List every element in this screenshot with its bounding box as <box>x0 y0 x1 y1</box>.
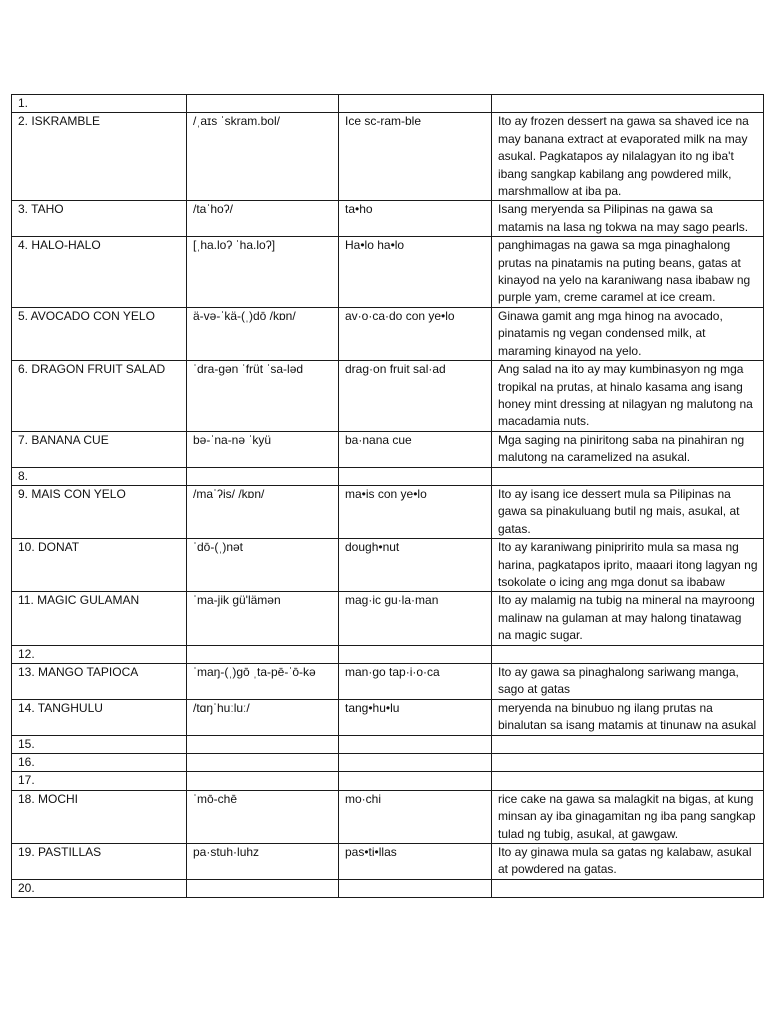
table-row <box>12 431 764 467</box>
term-cell: 1. <box>12 95 187 113</box>
pronunciation-cell <box>187 467 339 485</box>
table-row <box>12 307 764 360</box>
pronunciation-cell: ˈdō-(ˌ)nət <box>187 539 339 592</box>
term-cell: 20. <box>12 879 187 897</box>
definition-cell: rice cake na gawa sa malagkit na bigas, at kung minsan ay iba ginagamitan ng iba pang sangkap tulad ng tubig, asukal, at gawgaw. <box>492 790 764 843</box>
term-cell: 7. BANANA CUE <box>12 431 187 467</box>
table-row <box>12 879 764 897</box>
term-cell: 19. PASTILLAS <box>12 844 187 880</box>
table-row <box>12 844 764 880</box>
definition-cell <box>492 879 764 897</box>
pronunciation-cell: /ˌaɪs ˈskram.bol/ <box>187 113 339 201</box>
definition-cell: Ginawa gamit ang mga hinog na avocado, pinatamis ng vegan condensed milk, at maraming kinayod na yelo. <box>492 307 764 360</box>
syllabication-cell: Ice sc-ram-ble <box>339 113 492 201</box>
syllabication-cell <box>339 879 492 897</box>
term-cell: 12. <box>12 645 187 663</box>
syllabication-cell <box>339 772 492 790</box>
pronunciation-cell <box>187 735 339 753</box>
syllabication-cell: pas•ti•llas <box>339 844 492 880</box>
definition-cell <box>492 467 764 485</box>
table-row <box>12 113 764 201</box>
table-row <box>12 361 764 432</box>
definition-cell: Ito ay frozen dessert na gawa sa shaved ice na may banana extract at evaporated milk na may asukal. Pagkatapos ay nilalagyan ito ng iba't ibang sangkap kabilang ang powdered milk, marshmallow at iba pa. <box>492 113 764 201</box>
syllabication-cell: tang•hu•lu <box>339 699 492 735</box>
definition-cell: Mga saging na piniritong saba na pinahiran ng malutong na caramelized na asukal. <box>492 431 764 467</box>
definition-cell: meryenda na binubuo ng ilang prutas na binalutan sa isang matamis at tinunaw na asukal <box>492 699 764 735</box>
term-cell: 10. DONAT <box>12 539 187 592</box>
syllabication-cell: av·o·ca·do con ye•lo <box>339 307 492 360</box>
table-row <box>12 772 764 790</box>
definition-cell <box>492 772 764 790</box>
table-row <box>12 645 764 663</box>
syllabication-cell: ma•is con ye•lo <box>339 485 492 538</box>
definition-cell: Ito ay isang ice dessert mula sa Pilipinas na gawa sa pinakuluang butil ng mais, asukal, at gatas. <box>492 485 764 538</box>
pronunciation-cell: pa·stuh·luhz <box>187 844 339 880</box>
syllabication-cell: ta•ho <box>339 201 492 237</box>
definition-cell: Isang meryenda sa Pilipinas na gawa sa matamis na lasa ng tokwa na may sago pearls. <box>492 201 764 237</box>
pronunciation-cell: /tɑŋˈhuːluː/ <box>187 699 339 735</box>
term-cell: 15. <box>12 735 187 753</box>
syllabication-cell <box>339 735 492 753</box>
pronunciation-cell <box>187 645 339 663</box>
pronunciation-cell <box>187 772 339 790</box>
pronunciation-cell <box>187 879 339 897</box>
table-row <box>12 237 764 308</box>
pronunciation-cell: ä-və-ˈkä-(ˌ)dō /kɒn/ <box>187 307 339 360</box>
pronunciation-cell: bə-ˈna-nə ˈkyü <box>187 431 339 467</box>
term-cell: 18. MOCHI <box>12 790 187 843</box>
syllabication-cell: drag·on fruit sal·ad <box>339 361 492 432</box>
term-cell: 3. TAHO <box>12 201 187 237</box>
term-cell: 5. AVOCADO CON YELO <box>12 307 187 360</box>
definition-cell <box>492 95 764 113</box>
term-cell: 2. ISKRAMBLE <box>12 113 187 201</box>
definition-cell <box>492 735 764 753</box>
syllabication-cell <box>339 754 492 772</box>
term-cell: 9. MAIS CON YELO <box>12 485 187 538</box>
definition-cell: Ang salad na ito ay may kumbinasyon ng mga tropikal na prutas, at hinalo kasama ang isang honey mint dressing at nilagyan ng malutong na macadamia nuts. <box>492 361 764 432</box>
definition-cell: panghimagas na gawa sa mga pinaghalong prutas na pinatamis na puting beans, gatas at kinayod na yelo na karaniwang nasa ibabaw ng purple yam, creme caramel at ice cream. <box>492 237 764 308</box>
syllabication-cell: mag·ic gu·la·man <box>339 592 492 645</box>
table-row <box>12 664 764 700</box>
definition-cell: Ito ay gawa sa pinaghalong sariwang manga, sago at gatas <box>492 664 764 700</box>
pronunciation-cell: ˈma-jik gü'lämən <box>187 592 339 645</box>
pronunciation-cell: ˈmaŋ-(ˌ)gō ˌta-pē-ˈō-kə <box>187 664 339 700</box>
table-row <box>12 95 764 113</box>
pronunciation-cell: /maˈʔis/ /kɒn/ <box>187 485 339 538</box>
syllabication-cell: mo·chi <box>339 790 492 843</box>
definition-cell <box>492 645 764 663</box>
syllabication-cell <box>339 645 492 663</box>
table-row <box>12 754 764 772</box>
syllabication-cell: man·go tap·i·o·ca <box>339 664 492 700</box>
term-cell: 16. <box>12 754 187 772</box>
syllabication-cell: Ha•lo ha•lo <box>339 237 492 308</box>
term-cell: 6. DRAGON FRUIT SALAD <box>12 361 187 432</box>
syllabication-cell: dough•nut <box>339 539 492 592</box>
pronunciation-cell <box>187 95 339 113</box>
syllabication-cell: ba·nana cue <box>339 431 492 467</box>
pronunciation-cell: ˈdra-gən ˈfrüt ˈsa-ləd <box>187 361 339 432</box>
term-cell: 4. HALO-HALO <box>12 237 187 308</box>
pronunciation-cell: ˈmō-chē <box>187 790 339 843</box>
definition-cell: Ito ay malamig na tubig na mineral na mayroong malinaw na gulaman at may halong tinatawag na magic sugar. <box>492 592 764 645</box>
table-row <box>12 201 764 237</box>
glossary-body <box>12 95 764 898</box>
table-row <box>12 592 764 645</box>
term-cell: 11. MAGIC GULAMAN <box>12 592 187 645</box>
table-row <box>12 485 764 538</box>
pronunciation-cell: [ˌha.loʔ ˈha.loʔ] <box>187 237 339 308</box>
table-row <box>12 467 764 485</box>
term-cell: 8. <box>12 467 187 485</box>
syllabication-cell <box>339 95 492 113</box>
definition-cell: Ito ay karaniwang pinipririto mula sa masa ng harina, pagkatapos iprito, maaari itong lagyan ng tsokolate o icing ang mga donut sa ibabaw <box>492 539 764 592</box>
table-row <box>12 539 764 592</box>
glossary-table <box>11 94 764 898</box>
table-row <box>12 790 764 843</box>
definition-cell: Ito ay ginawa mula sa gatas ng kalabaw, asukal at powdered na gatas. <box>492 844 764 880</box>
pronunciation-cell <box>187 754 339 772</box>
term-cell: 14. TANGHULU <box>12 699 187 735</box>
table-row <box>12 735 764 753</box>
term-cell: 13. MANGO TAPIOCA <box>12 664 187 700</box>
definition-cell <box>492 754 764 772</box>
term-cell: 17. <box>12 772 187 790</box>
syllabication-cell <box>339 467 492 485</box>
pronunciation-cell: /taˈhoʔ/ <box>187 201 339 237</box>
table-row <box>12 699 764 735</box>
